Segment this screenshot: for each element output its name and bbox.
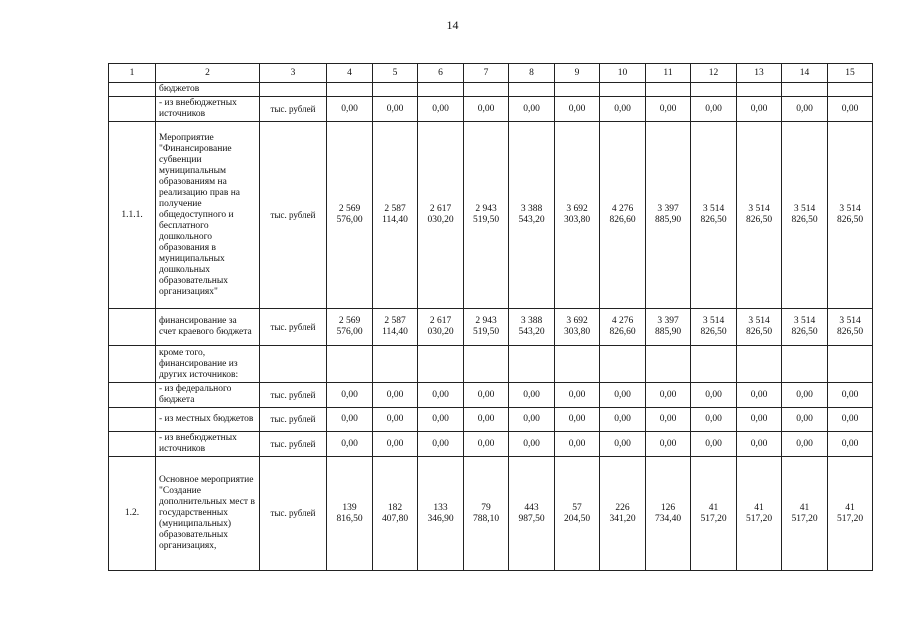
- row-unit: тыс. рублей: [260, 408, 327, 432]
- column-header: 5: [373, 64, 418, 83]
- value-cell: 0,00: [600, 383, 646, 408]
- table-row: [109, 432, 873, 457]
- value-cell: [555, 346, 600, 383]
- value-cell: [418, 346, 464, 383]
- value-cell: 133 346,90: [418, 457, 464, 571]
- row-code: [109, 408, 156, 432]
- value-cell: [646, 346, 691, 383]
- value-cell: 3 514 826,50: [691, 122, 737, 309]
- row-code: 1.1.1.: [109, 122, 156, 309]
- value-cell: 79 788,10: [464, 457, 509, 571]
- row-name: Основное мероприятие "Создание дополнительных мест в государственных (муниципальных) образовательных организациях,: [156, 457, 260, 571]
- value-cell: 0,00: [782, 97, 828, 122]
- value-cell: 0,00: [509, 432, 555, 457]
- row-name: - из местных бюджетов: [156, 408, 260, 432]
- value-cell: 2 617 030,20: [418, 309, 464, 346]
- row-code: [109, 83, 156, 97]
- value-cell: 3 514 826,50: [691, 309, 737, 346]
- value-cell: 0,00: [509, 383, 555, 408]
- row-unit: [260, 83, 327, 97]
- value-cell: 0,00: [600, 408, 646, 432]
- row-unit: тыс. рублей: [260, 309, 327, 346]
- value-cell: 0,00: [555, 432, 600, 457]
- value-cell: [509, 83, 555, 97]
- value-cell: 3 397 885,90: [646, 122, 691, 309]
- financing-table: [108, 63, 873, 571]
- value-cell: 2 587 114,40: [373, 122, 418, 309]
- row-unit: тыс. рублей: [260, 122, 327, 309]
- table-row: [109, 408, 873, 432]
- value-cell: 0,00: [555, 383, 600, 408]
- value-cell: 3 514 826,50: [782, 122, 828, 309]
- value-cell: 3 397 885,90: [646, 309, 691, 346]
- row-name: финансирование за счет краевого бюджета: [156, 309, 260, 346]
- value-cell: 3 692 303,80: [555, 122, 600, 309]
- value-cell: 3 514 826,50: [782, 309, 828, 346]
- value-cell: 0,00: [646, 97, 691, 122]
- value-cell: 0,00: [373, 432, 418, 457]
- value-cell: 0,00: [555, 97, 600, 122]
- value-cell: 0,00: [373, 383, 418, 408]
- value-cell: 0,00: [782, 408, 828, 432]
- value-cell: 3 514 826,50: [737, 122, 782, 309]
- row-name: - из внебюджетных источников: [156, 432, 260, 457]
- value-cell: 0,00: [737, 383, 782, 408]
- value-cell: [600, 346, 646, 383]
- row-unit: [260, 346, 327, 383]
- value-cell: 2 617 030,20: [418, 122, 464, 309]
- table-row: [109, 309, 873, 346]
- value-cell: [828, 346, 873, 383]
- value-cell: [646, 83, 691, 97]
- value-cell: 3 514 826,50: [828, 309, 873, 346]
- value-cell: 2 943 519,50: [464, 122, 509, 309]
- value-cell: 0,00: [828, 383, 873, 408]
- row-name: кроме того, финансирование из других источников:: [156, 346, 260, 383]
- column-header: 10: [600, 64, 646, 83]
- value-cell: 0,00: [828, 408, 873, 432]
- row-code: 1.2.: [109, 457, 156, 571]
- value-cell: [327, 83, 373, 97]
- value-cell: 0,00: [509, 408, 555, 432]
- row-code: [109, 309, 156, 346]
- value-cell: [509, 346, 555, 383]
- value-cell: 0,00: [327, 408, 373, 432]
- table-row: [109, 97, 873, 122]
- value-cell: 3 692 303,80: [555, 309, 600, 346]
- value-cell: 0,00: [418, 408, 464, 432]
- value-cell: 0,00: [418, 97, 464, 122]
- header-row: [109, 64, 873, 83]
- value-cell: 0,00: [418, 383, 464, 408]
- value-cell: 0,00: [646, 432, 691, 457]
- column-header: 7: [464, 64, 509, 83]
- value-cell: 0,00: [600, 97, 646, 122]
- value-cell: [737, 83, 782, 97]
- value-cell: [464, 346, 509, 383]
- row-name: - из внебюджетных источников: [156, 97, 260, 122]
- value-cell: 0,00: [828, 97, 873, 122]
- table-row: [109, 383, 873, 408]
- value-cell: 0,00: [737, 97, 782, 122]
- value-cell: 0,00: [418, 432, 464, 457]
- table-row: [109, 122, 873, 309]
- value-cell: [691, 83, 737, 97]
- value-cell: 0,00: [691, 408, 737, 432]
- value-cell: 4 276 826,60: [600, 122, 646, 309]
- value-cell: 4 276 826,60: [600, 309, 646, 346]
- value-cell: 0,00: [646, 408, 691, 432]
- column-header: 12: [691, 64, 737, 83]
- value-cell: [782, 83, 828, 97]
- value-cell: 41 517,20: [691, 457, 737, 571]
- row-unit: тыс. рублей: [260, 97, 327, 122]
- value-cell: 0,00: [828, 432, 873, 457]
- row-name: бюджетов: [156, 83, 260, 97]
- value-cell: 0,00: [327, 383, 373, 408]
- row-code: [109, 97, 156, 122]
- table-row: [109, 83, 873, 97]
- value-cell: [327, 346, 373, 383]
- column-header: 6: [418, 64, 464, 83]
- page-number: 14: [446, 18, 459, 32]
- column-header: 4: [327, 64, 373, 83]
- row-code: [109, 383, 156, 408]
- value-cell: 0,00: [464, 432, 509, 457]
- value-cell: 2 943 519,50: [464, 309, 509, 346]
- value-cell: 0,00: [509, 97, 555, 122]
- column-header: 13: [737, 64, 782, 83]
- column-header: 2: [156, 64, 260, 83]
- value-cell: 0,00: [737, 432, 782, 457]
- value-cell: [600, 83, 646, 97]
- value-cell: 0,00: [691, 432, 737, 457]
- value-cell: 0,00: [691, 383, 737, 408]
- value-cell: 3 514 826,50: [737, 309, 782, 346]
- value-cell: [691, 346, 737, 383]
- value-cell: 0,00: [691, 97, 737, 122]
- value-cell: [828, 83, 873, 97]
- column-header: 1: [109, 64, 156, 83]
- value-cell: 0,00: [782, 383, 828, 408]
- value-cell: [782, 346, 828, 383]
- column-header: 11: [646, 64, 691, 83]
- value-cell: 2 569 576,00: [327, 309, 373, 346]
- value-cell: [418, 83, 464, 97]
- row-name: Мероприятие "Финансирование субвенции муниципальным образованиям на реализацию прав на получение общедоступного и бесплатного дошкольного образования в муниципальных дошкольных образовательных организациях": [156, 122, 260, 309]
- value-cell: 0,00: [373, 97, 418, 122]
- row-unit: тыс. рублей: [260, 383, 327, 408]
- value-cell: 3 388 543,20: [509, 122, 555, 309]
- value-cell: 3 514 826,50: [828, 122, 873, 309]
- value-cell: 0,00: [646, 383, 691, 408]
- value-cell: 0,00: [327, 97, 373, 122]
- value-cell: 0,00: [555, 408, 600, 432]
- value-cell: 57 204,50: [555, 457, 600, 571]
- column-header: 15: [828, 64, 873, 83]
- value-cell: 182 407,80: [373, 457, 418, 571]
- value-cell: 126 734,40: [646, 457, 691, 571]
- value-cell: [737, 346, 782, 383]
- value-cell: 226 341,20: [600, 457, 646, 571]
- value-cell: [373, 83, 418, 97]
- value-cell: 2 569 576,00: [327, 122, 373, 309]
- value-cell: [555, 83, 600, 97]
- value-cell: 41 517,20: [782, 457, 828, 571]
- value-cell: 0,00: [464, 383, 509, 408]
- value-cell: 0,00: [464, 97, 509, 122]
- column-header: 3: [260, 64, 327, 83]
- value-cell: 41 517,20: [828, 457, 873, 571]
- value-cell: 443 987,50: [509, 457, 555, 571]
- value-cell: 41 517,20: [737, 457, 782, 571]
- value-cell: 0,00: [327, 432, 373, 457]
- row-unit: тыс. рублей: [260, 457, 327, 571]
- row-code: [109, 432, 156, 457]
- row-name: - из федерального бюджета: [156, 383, 260, 408]
- value-cell: [373, 346, 418, 383]
- value-cell: [464, 83, 509, 97]
- value-cell: 3 388 543,20: [509, 309, 555, 346]
- value-cell: 2 587 114,40: [373, 309, 418, 346]
- value-cell: 0,00: [373, 408, 418, 432]
- value-cell: 139 816,50: [327, 457, 373, 571]
- value-cell: 0,00: [464, 408, 509, 432]
- table-row: [109, 457, 873, 571]
- value-cell: 0,00: [782, 432, 828, 457]
- column-header: 14: [782, 64, 828, 83]
- table-row: [109, 346, 873, 383]
- column-header: 9: [555, 64, 600, 83]
- row-unit: тыс. рублей: [260, 432, 327, 457]
- row-code: [109, 346, 156, 383]
- column-header: 8: [509, 64, 555, 83]
- value-cell: 0,00: [600, 432, 646, 457]
- value-cell: 0,00: [737, 408, 782, 432]
